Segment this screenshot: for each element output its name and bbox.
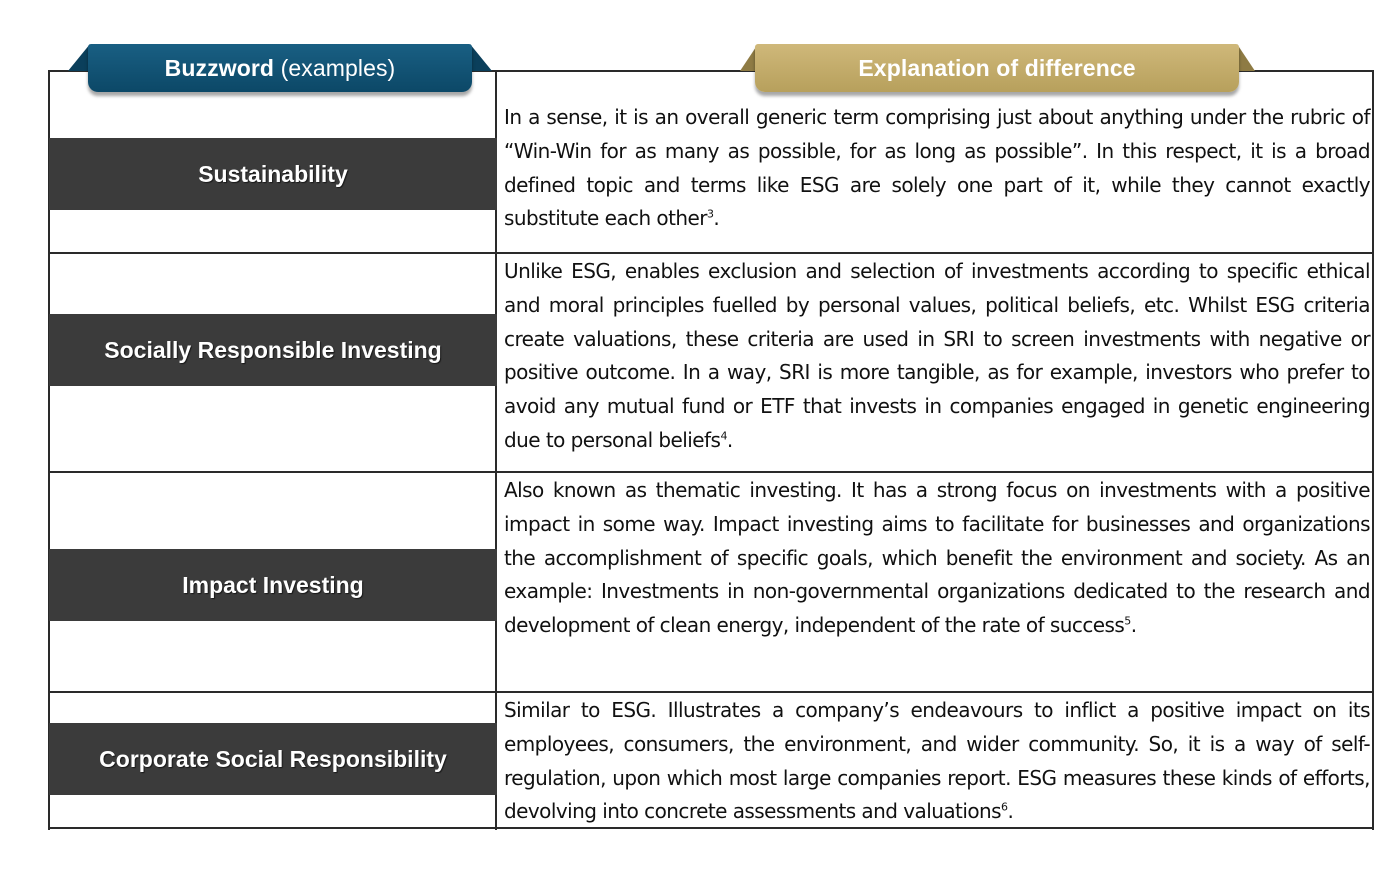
- row-divider-3: [48, 691, 1374, 693]
- buzzword-header-bold: Buzzword: [164, 54, 275, 81]
- footnote-marker: 5: [1124, 614, 1131, 628]
- term-label: Socially Responsible Investing: [104, 336, 442, 363]
- buzzword-tab-right-fold: [470, 44, 492, 71]
- term-label: Sustainability: [198, 160, 348, 187]
- explanation-header-label: Explanation of difference: [858, 54, 1136, 81]
- buzzword-tab-left-fold: [68, 44, 90, 71]
- table-row-term: [49, 549, 497, 621]
- table-row-explanation: Similar to ESG. Illustrates a company’s endeavours to inflict a positive impact on its employees, consumers, the environment, and wider community. So, it is a way of self-regulation, upon which most large companies report. ESG measures these kinds of efforts, devolving into concrete assessments and valuations$^6$.: [504, 698, 1370, 824]
- table-row-explanation: Unlike ESG, enables exclusion and selection of investments according to specific ethical and moral principles fuelled by personal values, political beliefs, etc. Whilst ESG criteria create valuations, these criteria are used in SRI to screen investments with negative or positive outcome. In a way, SRI is more tangible, as for example, investors who prefer to avoid any mutual fund or ETF that invests in companies engaged in genetic engineering due to personal beliefs$^4$.: [504, 259, 1370, 452]
- table-row-term: [49, 314, 497, 386]
- table-row-term: [49, 138, 497, 210]
- explanation-text: Unlike ESG, enables exclusion and selection of investments according to specific ethical and moral principles fuelled by personal values, political beliefs, etc. Whilst ESG criteria create valuations, these criteria are used in SRI to screen investments with negative or positive outcome. In a way, SRI is more tangible, as for example, investors who prefer to avoid any mutual fund or ETF that invests in companies engaged in genetic engineering due to personal beliefs: [504, 259, 1370, 452]
- table-row-term: [49, 723, 497, 795]
- explanation-text: Similar to ESG. Illustrates a company’s endeavours to inflict a positive impact on its employees, consumers, the environment, and wider community. So, it is a way of self-regulation, upon which most large companies report. ESG measures these kinds of efforts, devolving into concrete assessments and valuations: [504, 698, 1370, 824]
- table-right-border: [1372, 70, 1374, 830]
- comparison-table: [48, 70, 1374, 830]
- table-row-explanation: In a sense, it is an overall generic term comprising just about anything under the rubric of “Win-Win for as many as possible, for as long as possible”. In this respect, it is a broad defined topic and terms like ESG are solely one part of it, while they cannot exactly substitute each other$^3$.: [504, 105, 1370, 231]
- explanation-text: In a sense, it is an overall generic term comprising just about anything under the rubric of “Win-Win for as many as possible, for as long as possible”. In this respect, it is a broad defined topic and terms like ESG are solely one part of it, while they cannot exactly substitute each other: [504, 105, 1370, 231]
- term-label: Impact Investing: [182, 571, 364, 598]
- explanation-text: Also known as thematic investing. It has a strong focus on investments with a positive impact in some way. Impact investing aims to facilitate for businesses and organizations the accomplishment of specific goals, which benefit the environment and society. As an example: Investments in non-governmental organizations dedicated to the research and development of clean energy, independent of the rate of success: [504, 478, 1370, 638]
- footnote-marker: 6: [1001, 800, 1008, 814]
- footnote-marker: 3: [706, 207, 714, 221]
- buzzword-column-header: [88, 44, 472, 92]
- table-row-explanation: Also known as thematic investing. It has a strong focus on investments with a positive impact in some way. Impact investing aims to facilitate for businesses and organizations the accomplishment of specific goals, which benefit the environment and society. As an example: Investments in non-governmental organizations dedicated to the research and development of clean energy, independent of the rate of success$^5$.: [504, 478, 1370, 638]
- buzzword-header-light: (examples): [280, 54, 396, 81]
- explanation-column-header: [755, 44, 1239, 92]
- footnote-marker: 4: [720, 429, 727, 443]
- term-label: Corporate Social Responsibility: [99, 745, 447, 772]
- row-divider-2: [48, 471, 1374, 473]
- explanation-tab-right-fold: [1237, 44, 1255, 71]
- row-divider-1: [48, 252, 1374, 254]
